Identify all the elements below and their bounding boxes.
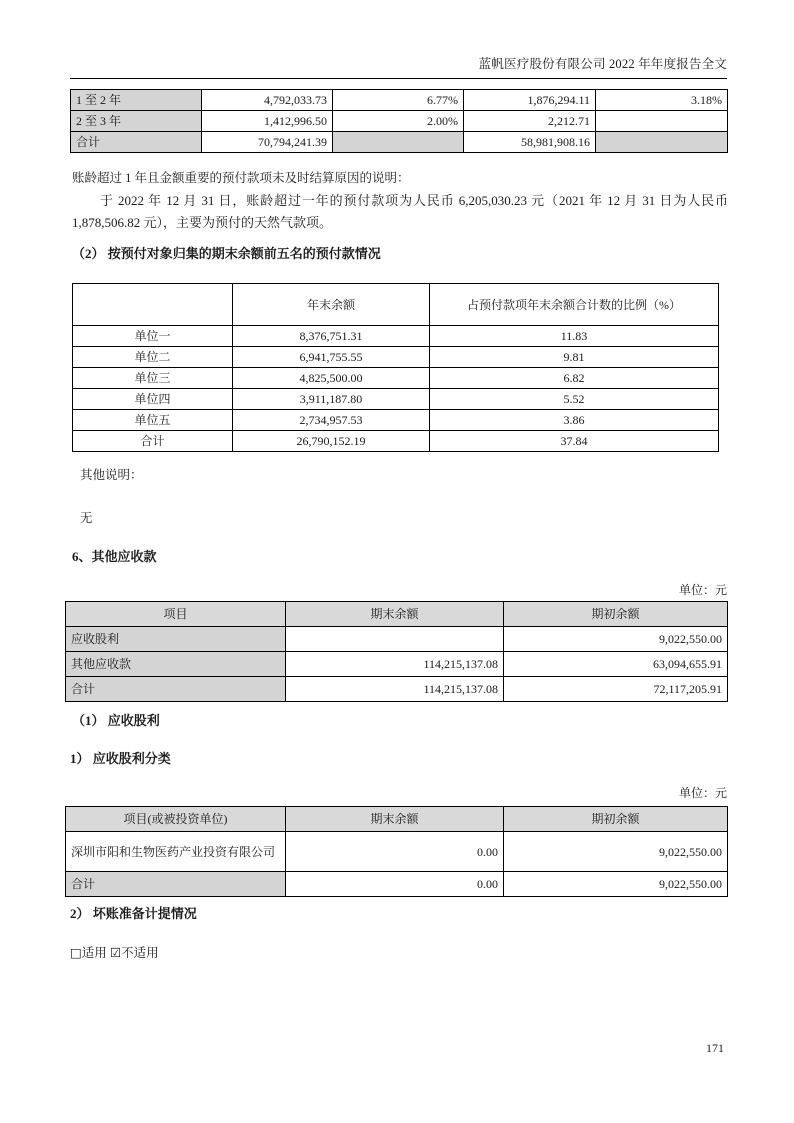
table-header-row [66,807,728,832]
section-6-1-heading: （1） 应收股利 [72,713,160,728]
table-header-row [66,602,728,627]
row-item: 其他应收款 [66,652,286,677]
other-note-value: 无 [80,511,93,525]
section-6-1-1-heading: 1） 应收股利分类 [70,751,171,766]
top5-prepayment-table [72,283,719,452]
aging-amount-end: 4,792,033.73 [202,90,333,111]
top5-ratio: 3.86 [430,410,719,431]
table-row [71,111,728,132]
col-end-balance: 期末余额 [286,807,504,832]
top5-ratio: 9.81 [430,347,719,368]
table-row [73,347,719,368]
top5-ratio: 11.83 [430,326,719,347]
top5-name: 单位三 [73,368,233,389]
table-row-total [71,132,728,153]
row-investee: 深圳市阳和生物医药产业投资有限公司 [66,832,286,872]
top5-col-ratio: 占预付款项年末余额合计数的比例（%） [430,284,719,326]
col-begin-balance: 期初余额 [504,602,728,627]
col-end-balance: 期末余额 [286,602,504,627]
top5-balance: 8,376,751.31 [233,326,430,347]
table-row [73,410,719,431]
aging-pct-begin [596,132,728,153]
row-end-balance [286,627,504,652]
table-row [66,832,728,872]
section-6-heading: 6、其他应收款 [72,549,157,564]
aging-pct-end: 2.00% [333,111,464,132]
page-header-title: 蓝帆医疗股份有限公司 2022 年年度报告全文 [478,57,727,71]
row-item: 应收股利 [66,627,286,652]
col-begin-balance: 期初余额 [504,807,728,832]
other-note-label: 其他说明： [80,468,143,482]
aging-label: 合计 [71,132,202,153]
table-row [66,627,728,652]
aging-amount-end: 70,794,241.39 [202,132,333,153]
section-6-1-2-heading: 2） 坏账准备计提情况 [70,906,197,921]
dividend-receivable-table [65,806,728,897]
header-divider [70,78,727,79]
aging-label: 2 至 3 年 [71,111,202,132]
aging-pct-end: 6.77% [333,90,464,111]
top5-ratio: 5.52 [430,389,719,410]
row-begin-balance: 72,117,205.91 [504,677,728,702]
table-row-total [66,872,728,897]
table-row-total [73,431,719,452]
aging-amount-begin: 58,981,908.16 [464,132,596,153]
row-end-balance: 0.00 [286,872,504,897]
top5-ratio: 6.82 [430,368,719,389]
table-row [73,389,719,410]
top5-col-blank [73,284,233,326]
checkbox-not-applicable[interactable]: ☑不适用 [109,945,159,960]
row-begin-balance: 9,022,550.00 [504,872,728,897]
section-2-heading: （2） 按预付对象归集的期末余额前五名的预付款情况 [72,246,381,261]
other-receivables-table [65,601,728,702]
aging-pct-end [333,132,464,153]
section-6-unit-label: 单位：元 [678,583,727,597]
aging-note-paragraph: 于 2022 年 12 月 31 日，账龄超过一年的预付款项为人民币 6,205,030.23 元（2021 年 12 月 31 日为人民币 1,878,506.82 元），主要为预付的天然气款项。 [72,193,728,230]
top5-balance: 6,941,755.55 [233,347,430,368]
top5-balance: 26,790,152.19 [233,431,430,452]
row-investee: 合计 [66,872,286,897]
page-number: 171 [706,1041,724,1055]
aging-pct-begin: 3.18% [596,90,728,111]
aging-amount-begin: 2,212.71 [464,111,596,132]
top5-balance: 3,911,187.80 [233,389,430,410]
top5-name: 合计 [73,431,233,452]
row-end-balance: 0.00 [286,832,504,872]
col-item: 项目 [66,602,286,627]
aging-label: 1 至 2 年 [71,90,202,111]
top5-balance: 4,825,500.00 [233,368,430,389]
top5-col-balance: 年末余额 [233,284,430,326]
aging-table [70,89,728,153]
table-header-row [73,284,719,326]
aging-amount-begin: 1,876,294.11 [464,90,596,111]
row-item: 合计 [66,677,286,702]
section-6-1-1-unit-label: 单位：元 [678,786,727,800]
table-row [71,90,728,111]
row-begin-balance: 9,022,550.00 [504,627,728,652]
aging-pct-begin [596,111,728,132]
row-end-balance: 114,215,137.08 [286,652,504,677]
table-row [66,652,728,677]
col-item-investee: 项目(或被投资单位) [66,807,286,832]
table-row [73,368,719,389]
aging-amount-end: 1,412,996.50 [202,111,333,132]
top5-name: 单位五 [73,410,233,431]
top5-name: 单位四 [73,389,233,410]
row-begin-balance: 9,022,550.00 [504,832,728,872]
top5-name: 单位二 [73,347,233,368]
aging-note-heading: 账龄超过 1 年且金额重要的预付款项未及时结算原因的说明： [72,171,410,185]
top5-balance: 2,734,957.53 [233,410,430,431]
applicability-line [70,942,159,964]
row-begin-balance: 63,094,655.91 [504,652,728,677]
table-row-total [66,677,728,702]
row-end-balance: 114,215,137.08 [286,677,504,702]
top5-name: 单位一 [73,326,233,347]
table-row [73,326,719,347]
checkbox-applicable[interactable]: □适用 [70,945,107,960]
top5-ratio: 37.84 [430,431,719,452]
